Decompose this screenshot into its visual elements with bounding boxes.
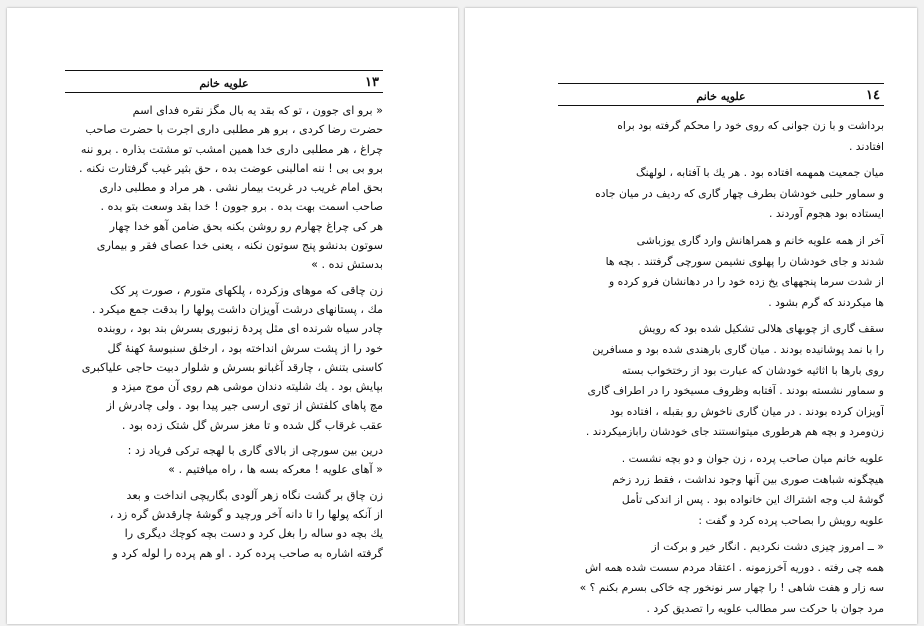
text-line: صاحب اسمت بهت بده . برو جوون ! خدا بقد وسعت بتو بده .: [100, 200, 383, 214]
text-line: علویه خانم میان صاحب پرده ، زن جوان و دو بچه نشست .: [621, 451, 884, 465]
right-book-page: [465, 8, 917, 624]
text-line: همه چی رفته . دوریه آخرزمونه . اعتقاد مردم سست شده همه اش: [585, 560, 884, 574]
left-page-header: [65, 70, 383, 93]
text-line: خود را از پشت سرش انداخته بود ، ارخلق سنبوسهٔ کهنهٔ گل: [107, 341, 383, 355]
running-title: علویه خانم: [199, 77, 249, 90]
page-number: ۱۳: [365, 75, 379, 90]
text-line: « آهای علویه ! معرکه بسه ها ، راه میافتیم . »: [168, 463, 383, 477]
right-page-body-text: [558, 116, 884, 620]
text-line: ایستاده بود هجوم آوردند .: [768, 207, 884, 221]
running-title: علویه خانم: [696, 90, 746, 103]
text-line: بحق امام غریب در غربت بیمار نشی . هر مراد و مطلبی داری: [99, 181, 383, 195]
text-line: گرفته اشاره به صاحب پرده کرد . او هم پرده را لوله کرد و: [112, 546, 383, 560]
text-line: ها میکردند که گرم بشود .: [768, 295, 884, 309]
text-line: هیچگونه شباهت صوری بین آنها وجود نداشت ، فقط زرد زخم: [612, 472, 884, 486]
text-line: سوتون بدنشو پنج سوتون نکنه ، یعنی خدا عصای فقر و بیماری: [96, 239, 383, 253]
text-line: از آنکه پولها را تا دانه آخر ورچید و گوشهٔ چارقدش گره زد ،: [109, 507, 383, 521]
text-line: هر کی چراغ چهارم رو روشن بکنه بحق ضامن آهو خدا چهار: [109, 219, 383, 233]
text-line: چادر سیاه شرنده ای مثل پردهٔ زنبوری بسرش بند بود ، روبنده: [97, 322, 383, 336]
text-line: زن‌ومرد و بچه هم هرطوری میتوانستند جای خودشان رابازمیکردند .: [585, 425, 884, 439]
text-line: چراغ ، هر مطلبی داری خدا همین امشب تو مشتت بذاره . برو ننه: [80, 142, 383, 156]
left-book-page: [7, 8, 458, 624]
text-line: مرد جوان با حرکت سر مطالب علویه را تصدیق کرد .: [646, 602, 884, 616]
text-line: برو بی بی ! ننه امالبنی عوضت بده ، حق بثیر غیب گرفتارت نکنه .: [78, 161, 383, 175]
text-line: « برو ای جوون ، تو که بقد یه بال مگز نقره فدای اسم: [132, 104, 383, 117]
text-line: گوشهٔ لب وجه اشتراك این خانواده بود . پس از اندکی تأمل: [621, 493, 884, 507]
text-line: میان جمعیت همهمه افتاده بود . هر یك با آفتابه ، لولهنگ: [635, 166, 884, 180]
header-rule: [65, 70, 383, 71]
text-line: درین بین سورچی از بالای گاری با لهجه ترکی فریاد زد :: [127, 444, 383, 458]
text-line: شدند و جای خودشان را پهلوی نشیمن سورچی گرفتند . بچه ها: [605, 254, 884, 268]
text-line: و سماور نشسته بودند . آفتابه وظروف مسیخود را در اطراف گاری: [587, 384, 884, 398]
text-line: « ــ امروز چیزی دشت نکردیم . انگار خیر و برکت از: [651, 540, 884, 554]
text-line: بپایش بود . یك شلیته دندان موشی هم روی آن موج میزد و: [112, 380, 383, 394]
text-line: یك بچه دو ساله را بغل کرد و دست بچه کوچك دیگری را: [124, 527, 383, 541]
text-line: عقب غرقاب گل شده و تا مغز سرش گل شتک زده بود .: [121, 418, 383, 432]
text-line: از شدت سرما پنجههای یخ زده خود را در دهانشان فرو کرده و: [609, 275, 884, 289]
text-line: آخر از همه علویه خانم و همراهانش وارد گاری یوزباشی: [636, 233, 884, 247]
text-line: سه زار و هفت شاهی ! را چهار سر نونخور چه خاکی بسرم بکنم ؟ »: [579, 581, 884, 595]
page-number: ۱٤: [866, 88, 880, 103]
text-line: بدستش نده . »: [311, 258, 383, 272]
text-line: کاسنی بتنش ، چارقد آغبانو بسرش و شلوار دبیت حاجی علیاکبری: [81, 360, 383, 374]
text-line: علویه رویش را بصاحب پرده کرد و گفت :: [698, 513, 884, 527]
text-line: را با نمد پوشانیده بودند . میان گاری بارهندی شده بود و مسافرین: [592, 342, 884, 356]
text-line: آویزان کرده بودند . در میان گاری ناخوش رو بقبله ، افتاده بود: [609, 404, 884, 418]
text-line: زن چاق بر گشت نگاه زهر آلودی بگاریچی انداخت و بعد: [126, 488, 383, 502]
right-page-header: [558, 83, 884, 106]
text-line: مچ پاهای کلفتش از توی ارسی جیر پیدا بود . ولی چادرش از: [106, 399, 383, 413]
text-line: برداشت و با زن جوانی که روی خود را محکم گرفته بود براه: [617, 119, 884, 132]
text-line: مك ، پستانهای درشت آویزان داشت پولها را بدقت جمع میکرد .: [91, 302, 383, 316]
left-page-body-text: [65, 101, 383, 563]
text-line: حضرت رضا کردی ، برو هر مطلبی داری اجرت با حضرت صاحب: [85, 123, 383, 137]
header-rule: [558, 83, 884, 84]
text-line: زن چاقی که موهای وزکرده ، پلکهای متورم ، صورت پر کک: [110, 283, 383, 297]
text-line: سقف گاری از چوبهای هلالی تشکیل شده بود که رویش: [638, 322, 884, 336]
text-line: روی بارها با اثاثیه خودشان که عبارت بود از رختخواب بسته: [621, 363, 884, 377]
text-line: افتادند .: [848, 139, 884, 153]
text-line: و سماور حلبی خودشان بطرف چهار گاری که ردیف در میان جاده: [595, 186, 884, 200]
